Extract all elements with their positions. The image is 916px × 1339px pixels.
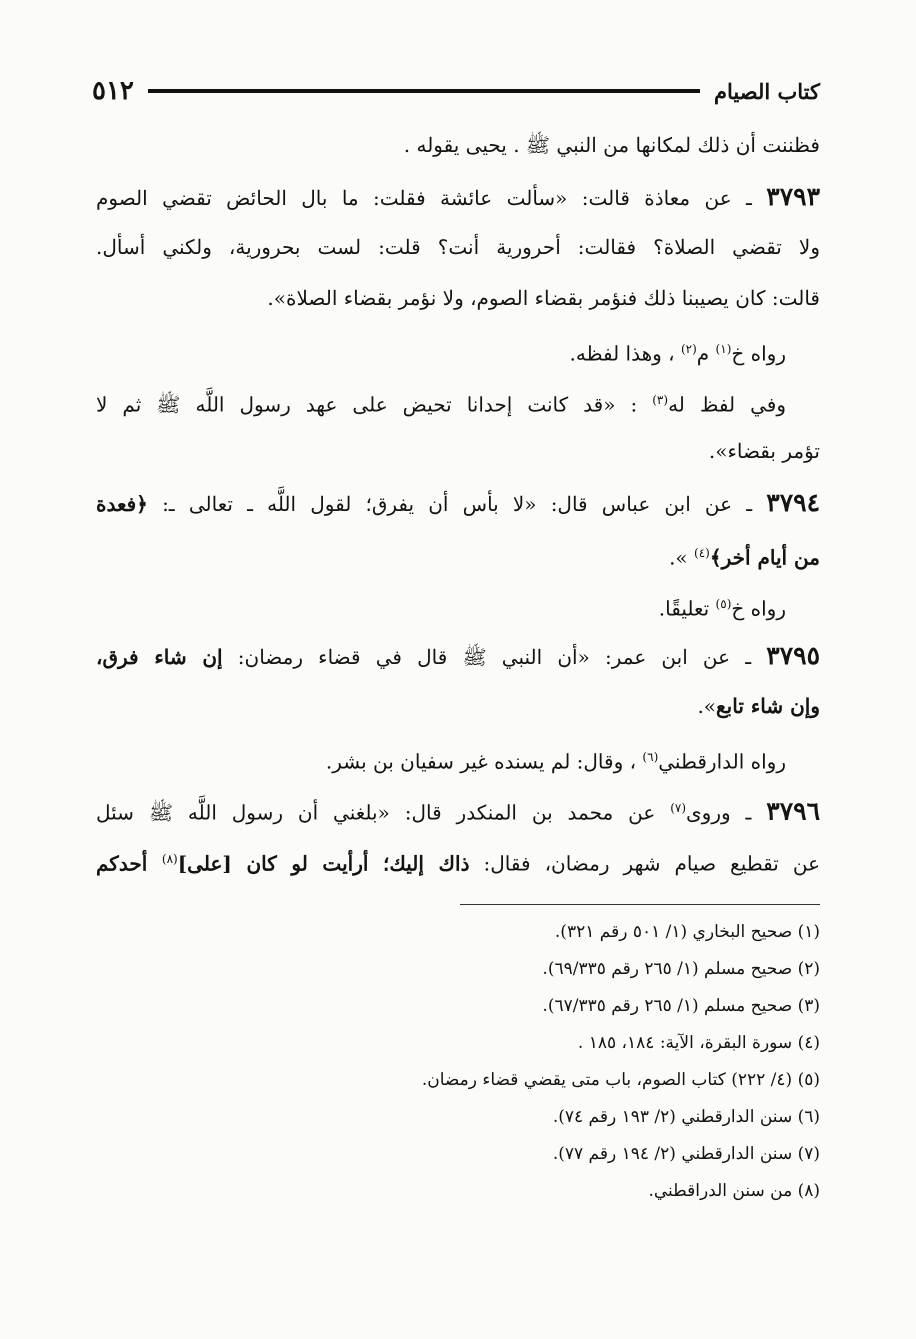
footnote-marker: (٨) (161, 852, 178, 866)
hadith-3793-line-2: ولا تقضي الصلاة؟ فقالت: أحرورية أنت؟ قلت: لست بحرورية، ولكني أسأل. (96, 235, 820, 259)
footnote-marker: (٣) (652, 393, 669, 407)
hadith-3796-line-1: ٣٧٩٦ ـ وروى$^{(٧)}$ عن محمد بن المنكدر قال: «بلغني أن رسول اللَّه ﷺ سئل (96, 796, 820, 826)
hadith-3794-riwaya: رواه خ$^{(٥)}$ تعليقًا. (658, 596, 786, 621)
book-title: كتاب الصيام (714, 78, 820, 104)
hadith-3796-line-2: عن تقطيع صيام شهر رمضان، فقال: ذاك إليك؛ أرأيت لو كان [على]$^{(٨)}$ أحدكم (96, 851, 820, 876)
footnotes (96, 914, 820, 1210)
footnote-marker: (٥) (715, 597, 732, 611)
hadith-number: ٣٧٩٤ (766, 488, 820, 517)
footnote-marker: (٦) (642, 750, 659, 764)
footnote: (١) صحيح البخاري (١/ ٥٠١ رقم ٣٢١). (554, 922, 820, 942)
hadith-3794-line-2: من أيام أخر﴾$^{(٤)}$ ». (669, 545, 820, 570)
hadith-3795-line-2: وإن شاء تابع». (697, 694, 820, 718)
footnote-divider (460, 904, 820, 905)
hadith-3795-riwaya: رواه الدارقطني$^{(٦)}$ ، وقال: لم يسنده غير سفيان بن بشر. (325, 749, 786, 774)
hadith-number: ٣٧٩٥ (766, 641, 820, 670)
hadith-3793-lafz-line-2: تؤمر بقضاء». (708, 439, 820, 463)
page-number: ٥١٢ (92, 76, 134, 106)
footnote-marker: (٢) (680, 342, 697, 356)
footnote-marker: (٤) (694, 546, 710, 560)
hadith-3793-lafz-line-1: وفي لفظ له$^{(٣)}$ : «قد كانت إحدانا تحيض على عهد رسول اللَّه ﷺ ثم لا (96, 392, 786, 417)
hadith-3793-riwaya: رواه خ$^{(١)}$ م$^{(٢)}$ ، وهذا لفظه. (569, 341, 786, 366)
footnote: (٣) صحيح مسلم (١/ ٢٦٥ رقم ٦٧/٣٣٥). (542, 996, 820, 1016)
footnote: (٨) من سنن الدراقطني. (648, 1181, 820, 1201)
footnote: (٧) سنن الدارقطني (٢/ ١٩٤ رقم ٧٧). (552, 1144, 820, 1164)
footnote: (٢) صحيح مسلم (١/ ٢٦٥ رقم ٦٩/٣٣٥). (542, 959, 820, 979)
hadith-number: ٣٧٩٣ (766, 182, 820, 211)
footnote-marker: (٧) (670, 801, 687, 815)
hadith-3794-line-1: ٣٧٩٤ ـ عن ابن عباس قال: «لا بأس أن يفرق؛ لقول اللَّه ـ تعالى ـ: ﴿فعدة (96, 488, 820, 517)
page-header (92, 68, 820, 114)
hadith-3793-line-3: قالت: كان يصيبنا ذلك فنؤمر بقضاء الصوم، ولا نؤمر بقضاء الصلاة». (267, 286, 820, 310)
footnote-marker: (١) (715, 342, 732, 356)
hadith-3795-line-1: ٣٧٩٥ ـ عن ابن عمر: «أن النبي ﷺ قال في قضاء رمضان: إن شاء فرق، (96, 641, 820, 670)
hadith-3793-line-1: ٣٧٩٣ ـ عن معاذة قالت: «سألت عائشة فقلت: ما بال الحائض تقضي الصوم (96, 182, 820, 211)
header-rule (148, 89, 700, 93)
hadith-number: ٣٧٩٦ (766, 796, 820, 826)
main-text (96, 120, 820, 885)
footnote: (٥) (٤/ ٢٢٢) كتاب الصوم، باب متى يقضي قضاء رمضان. (421, 1070, 820, 1090)
footnote: (٤) سورة البقرة، الآية: ١٨٤، ١٨٥ . (577, 1033, 820, 1053)
text-line: فظننت أن ذلك لمكانها من النبي ﷺ . يحيى يقوله . (403, 133, 820, 157)
footnote: (٦) سنن الدارقطني (٢/ ١٩٣ رقم ٧٤). (552, 1107, 820, 1127)
